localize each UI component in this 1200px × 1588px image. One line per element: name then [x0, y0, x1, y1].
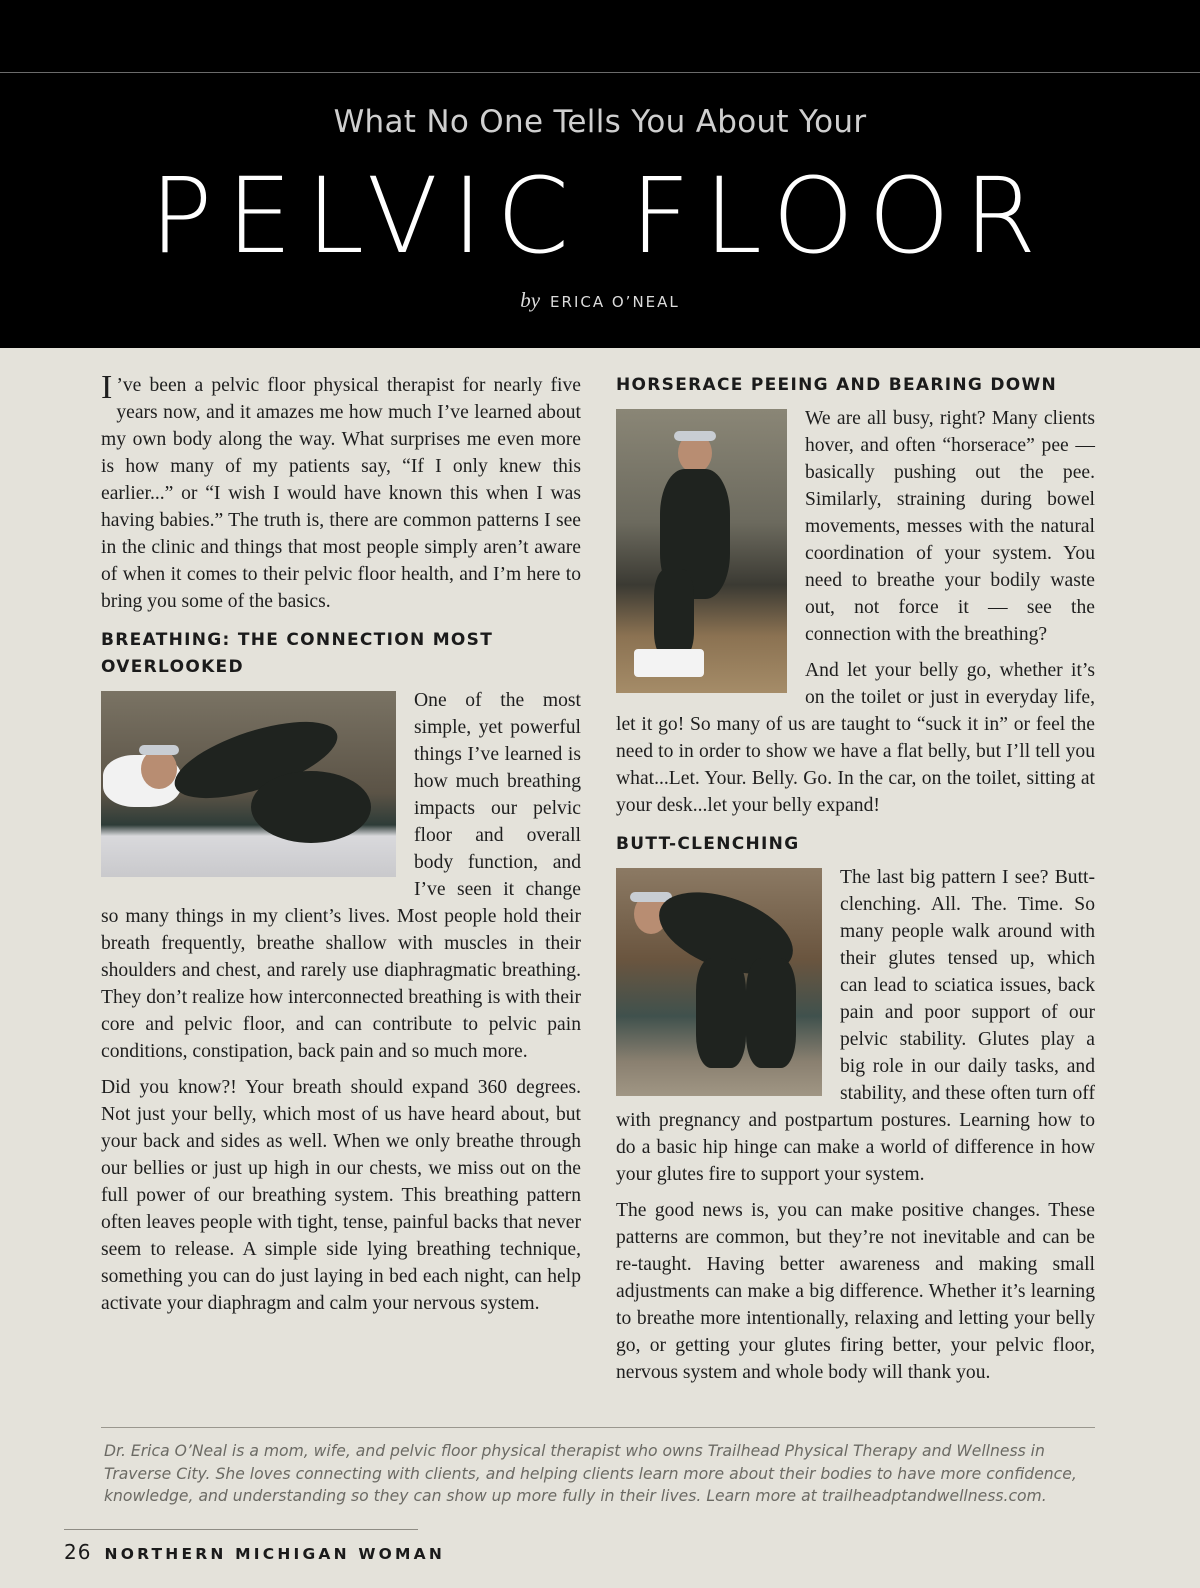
intro-text: ’ve been a pelvic floor physical therapist for nearly five years now, and it amazes me how much I’ve learned about my own body along the way. What surprises me even more is how many of my patients say, “If I only knew this earlier...” or “I wish I would have known this when I was having babies.” The truth is, there are common patterns I see in the clinic and things that most people simply aren’t aware of when it comes to their pelvic floor health, and I’m here to bring you some of the basics.	[101, 375, 581, 612]
left-column	[101, 369, 581, 1326]
butt-clenching-paragraph-1: The last big pattern I see? Butt-clenching. All. The. Time. So many people walk around with their glutes tensed up, which can lead to sciatica issues, back pain and poor support of our pelvic stability. Glutes play a big role in our daily tasks, and stability, and these often turn off with pregnancy and postpartum postures. Learning how to do a basic hip hinge can make a world of difference in how your glutes fire to support your system.	[616, 867, 1095, 1185]
horserace-heading: HORSERACE PEEING AND BEARING DOWN	[616, 375, 1058, 395]
toilet-posture-photo	[616, 409, 787, 693]
hip-hinge-photo	[616, 868, 822, 1096]
breathing-paragraph-2: Did you know?! Your breath should expand 360 degrees. Not just your belly, which most of us have heard about, but your back and sides as well. When we only breathe through our bellies or just up high in our chests, we miss out on the full power of our breathing system. This breathing pattern often leaves people with tight, tense, painful backs that never seem to release. A simple side lying breathing technique, something you can do just laying in bed each night, can help activate your diaphragm and calm your nervous system.	[101, 1077, 581, 1314]
horserace-paragraph-2: And let your belly go, whether it’s on the toilet or just in everyday life, let it go! So many of us are taught to “suck it in” or feel the need to in order to show we have a flat belly, but I’ll tell you what...Let. Your. Belly. Go. In the car, on the toilet, sitting at your desk...let your belly expand!	[616, 660, 1095, 816]
article-header	[0, 0, 1200, 348]
horserace-paragraph-1: We are all busy, right? Many clients hover, and often “horserace” pee — basically pushing out the pee. Similarly, straining during bowel movements, messes with the natural coordination of your system. You need to breathe your bodily waste out, not force it — see the connection with the breathing?	[805, 408, 1095, 645]
footer-divider	[64, 1529, 418, 1530]
dropcap: I	[101, 369, 113, 406]
bio-divider	[101, 1427, 1095, 1428]
article-kicker: What No One Tells You About Your	[333, 104, 867, 140]
right-column	[616, 372, 1095, 1395]
byline-author: ERICA O’NEAL	[550, 293, 680, 311]
header-divider	[0, 72, 1200, 73]
breathing-paragraph-1: One of the most simple, yet powerful things I’ve learned is how much breathing impacts our pelvic floor and overall body function, and I’ve seen it change so many things in my client’s lives. Most people hold their breath frequently, breathe shallow with muscles in their shoulders and chest, and rarely use diaphragmatic breathing. They don’t realize how interconnected breathing is with their core and pelvic floor, and can contribute to pelvic pain conditions, constipation, back pain and so much more.	[101, 690, 581, 1062]
intro-paragraph	[101, 369, 581, 615]
magazine-name: NORTHERN MICHIGAN WOMAN	[104, 1545, 446, 1563]
page-number: 26	[64, 1540, 92, 1564]
byline	[0, 288, 1200, 313]
breathing-heading: BREATHING: THE CONNECTION MOST OVERLOOKED	[101, 630, 494, 677]
byline-by: by	[520, 288, 541, 312]
butt-clenching-heading: BUTT-CLENCHING	[616, 834, 800, 854]
side-lying-breathing-photo	[101, 691, 396, 877]
page-footer	[64, 1540, 445, 1564]
conclusion-paragraph: The good news is, you can make positive changes. These patterns are common, but they’re not inevitable and can be re-taught. Having better awareness and making small adjustments can make a big difference. Whether it’s learning to breathe more intentionally, relaxing and letting your belly go, or getting your glutes firing better, your pelvic floor, nervous system and whole body will thank you.	[616, 1200, 1095, 1383]
article-headline: PELVIC FLOOR	[149, 155, 1051, 277]
author-bio: Dr. Erica O’Neal is a mom, wife, and pelvic floor physical therapist who owns Trailhead Physical Therapy and Wellness in Traverse City. She loves connecting with clients, and helping clients learn more about their bodies to have more confidence, knowledge, and understanding so they can show up more fully in their lives. Learn more at trailheadptandwellness.com.	[104, 1442, 1077, 1505]
